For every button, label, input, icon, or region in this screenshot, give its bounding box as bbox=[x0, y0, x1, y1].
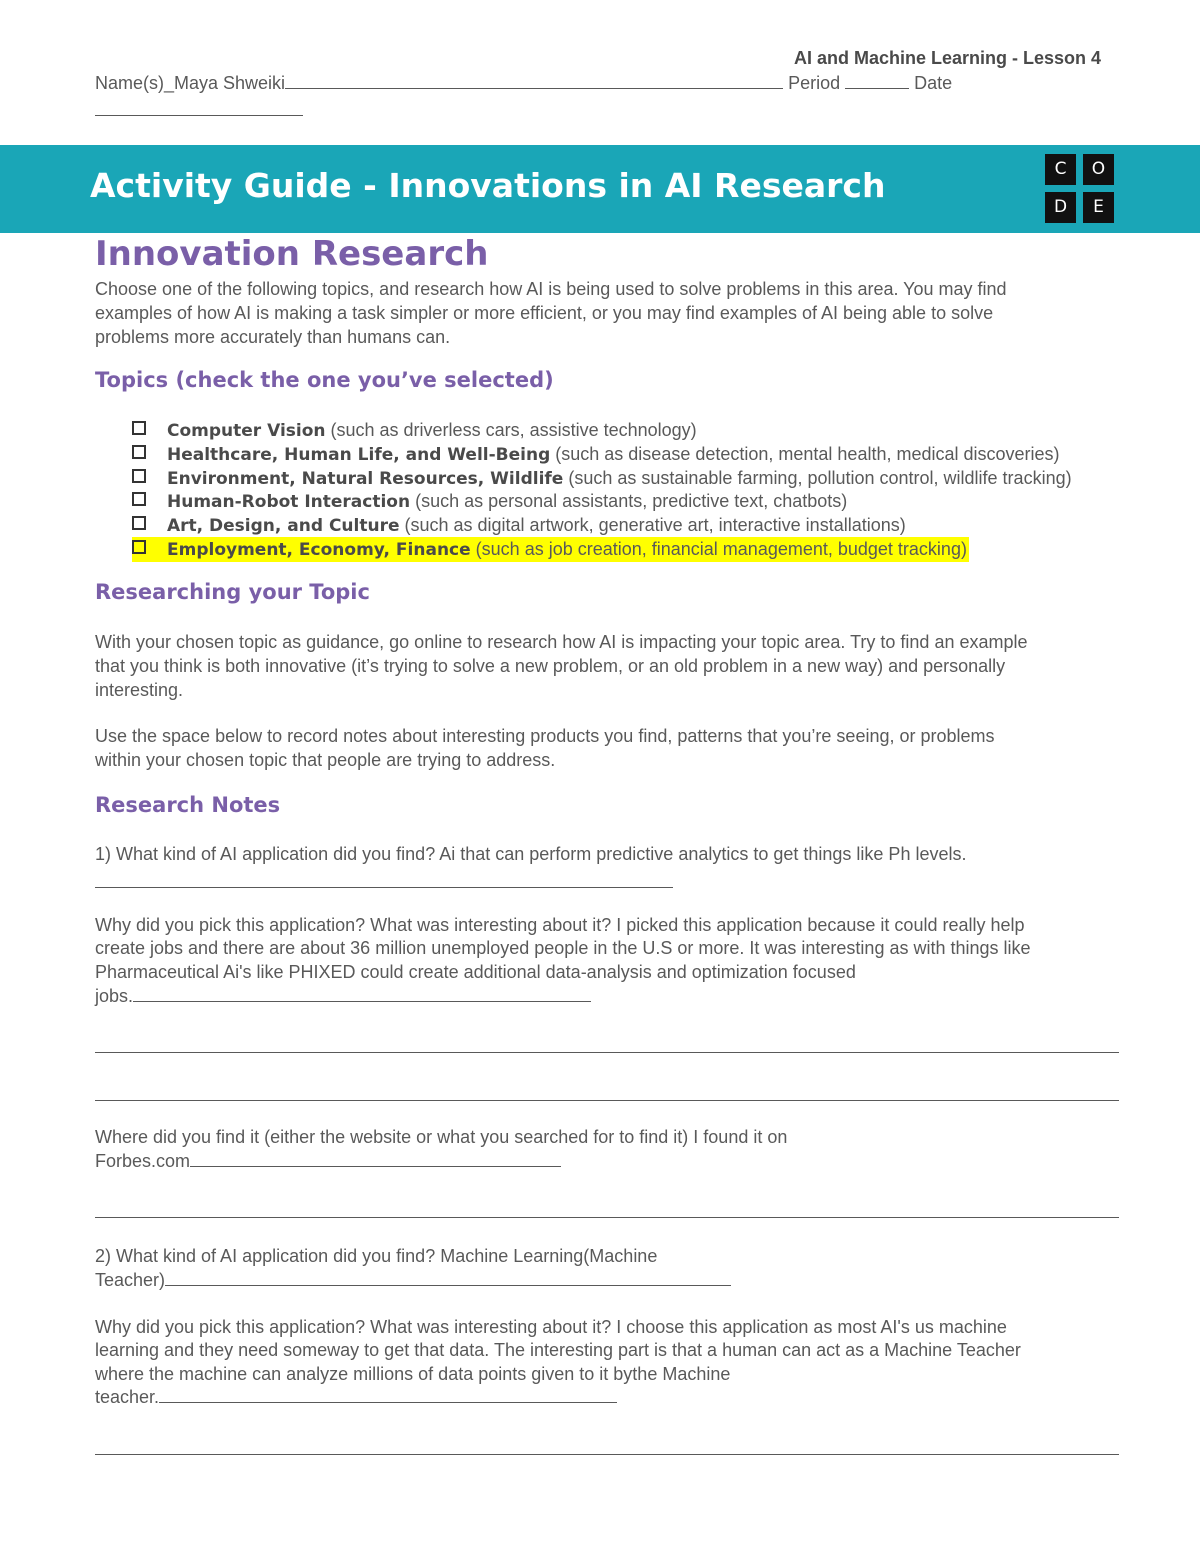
checkbox-icon[interactable] bbox=[132, 540, 146, 554]
where-1-text: Forbes.com bbox=[95, 1151, 191, 1171]
topic-desc: (such as driverless cars, assistive technology) bbox=[325, 420, 697, 440]
logo-letter-c: C bbox=[1045, 154, 1076, 185]
name-label: Name(s)_Maya Shweiki bbox=[95, 73, 286, 93]
intro-line-2: examples of how AI is making a task simpler or more efficient, or you may find examples of AI being able to solve bbox=[95, 303, 994, 323]
topic-item[interactable] bbox=[132, 466, 1072, 491]
research-para2-line-1: Use the space below to record notes about interesting products you find, patterns that you’re seeing, or problems bbox=[95, 726, 995, 746]
question-2-text: Teacher) bbox=[95, 1270, 166, 1290]
answer-blank[interactable] bbox=[159, 1385, 617, 1403]
topic-item[interactable] bbox=[132, 513, 906, 538]
question-2-line-2 bbox=[95, 1268, 731, 1292]
why-1-text: jobs. bbox=[95, 986, 134, 1006]
why-1-line-2: create jobs and there are about 36 million unemployed people in the U.S or more. It was interesting as with things like bbox=[95, 938, 1031, 958]
code-logo bbox=[1045, 154, 1117, 226]
checkbox-icon[interactable] bbox=[132, 421, 146, 435]
logo-letter-e: E bbox=[1083, 192, 1114, 223]
date-blank[interactable] bbox=[95, 115, 303, 116]
topic-name: Human-Robot Interaction bbox=[167, 492, 411, 512]
intro-line-3: problems more accurately than humans can. bbox=[95, 327, 451, 347]
topic-item[interactable] bbox=[132, 489, 847, 514]
logo-letter-d: D bbox=[1045, 192, 1076, 223]
innovation-heading: Innovation Research bbox=[95, 234, 489, 274]
topic-name: Art, Design, and Culture bbox=[167, 516, 400, 536]
question-1: 1) What kind of AI application did you find? Ai that can perform predictive analytics to get things like Ph levels. bbox=[95, 844, 967, 864]
date-label: Date bbox=[914, 73, 953, 93]
research-para1-line-2: that you think is both innovative (it’s trying to solve a new problem, or an old problem in a new way) and personally bbox=[95, 656, 1006, 676]
checkbox-icon[interactable] bbox=[132, 469, 146, 483]
answer-blank[interactable] bbox=[133, 984, 591, 1002]
topic-desc: (such as sustainable farming, pollution control, wildlife tracking) bbox=[563, 468, 1072, 488]
topic-name: Computer Vision bbox=[167, 421, 326, 441]
page-title: Activity Guide - Innovations in AI Research bbox=[90, 166, 886, 205]
topic-desc: (such as job creation, financial management, budget tracking) bbox=[470, 539, 967, 559]
lesson-label: AI and Machine Learning - Lesson 4 bbox=[794, 48, 1102, 68]
topic-item-selected[interactable] bbox=[132, 537, 969, 562]
period-label: Period bbox=[788, 73, 841, 93]
checkbox-icon[interactable] bbox=[132, 445, 146, 459]
answer-blank[interactable] bbox=[165, 1268, 731, 1286]
research-para1-line-3: interesting. bbox=[95, 680, 184, 700]
topic-item[interactable] bbox=[132, 442, 1060, 467]
name-blank[interactable] bbox=[285, 71, 783, 89]
name-line bbox=[95, 71, 952, 95]
why-2-line-2: learning and they need someway to get that data. The interesting part is that a human can act as a Machine Teacher bbox=[95, 1340, 1021, 1360]
why-2-line-1: Why did you pick this application? What was interesting about it? I choose this application as most AI's us machine bbox=[95, 1317, 1007, 1337]
why-2-line-3: where the machine can analyze millions of data points given to it bythe Machine bbox=[95, 1364, 731, 1384]
why-1-line-4 bbox=[95, 984, 591, 1008]
why-1-line-1: Why did you pick this application? What was interesting about it? I picked this application because it could really help bbox=[95, 915, 1025, 935]
answer-blank[interactable] bbox=[190, 1149, 561, 1167]
why-1-line-3: Pharmaceutical Ai's like PHIXED could create additional data-analysis and optimization focused bbox=[95, 962, 856, 982]
topic-item[interactable] bbox=[132, 418, 697, 443]
where-1-line-2 bbox=[95, 1149, 561, 1173]
where-1-line-1: Where did you find it (either the website or what you searched for to find it) I found it on bbox=[95, 1127, 788, 1147]
research-para2-line-2: within your chosen topic that people are trying to address. bbox=[95, 750, 556, 770]
researching-heading: Researching your Topic bbox=[95, 580, 370, 604]
topics-heading: Topics (check the one you’ve selected) bbox=[95, 368, 554, 392]
logo-letter-o: O bbox=[1083, 154, 1114, 185]
why-2-text: teacher. bbox=[95, 1387, 160, 1407]
answer-line[interactable] bbox=[95, 887, 673, 888]
topic-name: Environment, Natural Resources, Wildlife bbox=[167, 469, 564, 489]
period-blank[interactable] bbox=[845, 71, 909, 89]
answer-line[interactable] bbox=[95, 1454, 1119, 1455]
answer-line[interactable] bbox=[95, 1100, 1119, 1101]
checkbox-icon[interactable] bbox=[132, 492, 146, 506]
notes-heading: Research Notes bbox=[95, 793, 281, 817]
topic-name: Employment, Economy, Finance bbox=[167, 540, 471, 560]
topic-desc: (such as disease detection, mental health, medical discoveries) bbox=[550, 444, 1060, 464]
checkbox-icon[interactable] bbox=[132, 516, 146, 530]
question-2-line-1: 2) What kind of AI application did you find? Machine Learning(Machine bbox=[95, 1246, 658, 1266]
intro-line-1: Choose one of the following topics, and research how AI is being used to solve problems in this area. You may find bbox=[95, 279, 1007, 299]
topic-name: Healthcare, Human Life, and Well-Being bbox=[167, 445, 551, 465]
answer-line[interactable] bbox=[95, 1217, 1119, 1218]
answer-line[interactable] bbox=[95, 1052, 1119, 1053]
topic-desc: (such as digital artwork, generative art, interactive installations) bbox=[399, 515, 906, 535]
why-2-line-4 bbox=[95, 1385, 617, 1409]
topic-desc: (such as personal assistants, predictive text, chatbots) bbox=[410, 491, 848, 511]
research-para1-line-1: With your chosen topic as guidance, go online to research how AI is impacting your topic area. Try to find an example bbox=[95, 632, 1028, 652]
